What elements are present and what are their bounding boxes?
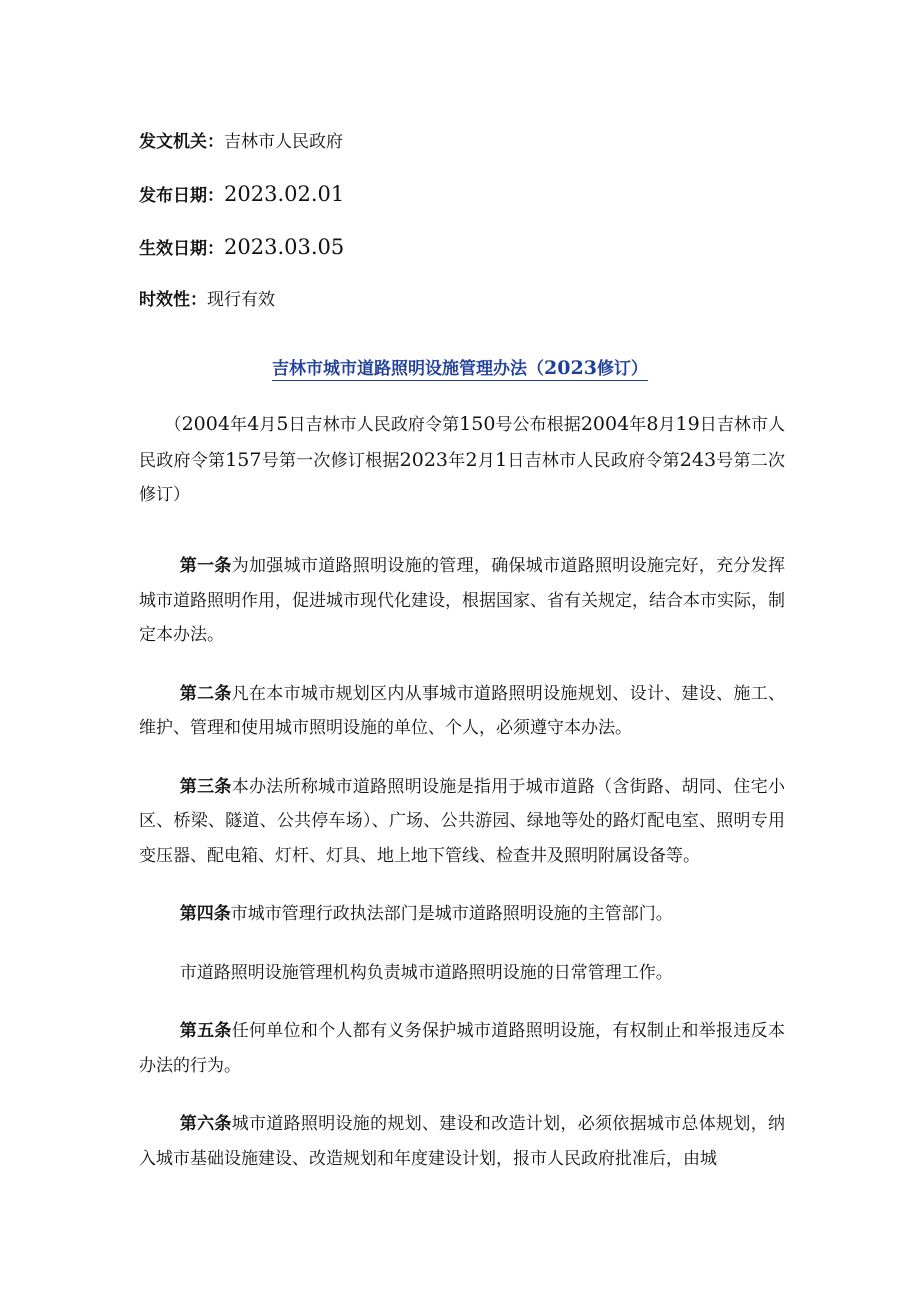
article-paragraph [139, 956, 785, 991]
validity-value: 现行有效 [207, 290, 275, 310]
article-paragraph [139, 897, 785, 932]
meta-issuer [139, 130, 343, 154]
issuer-value: 吉林市人民政府 [224, 132, 343, 152]
meta-effective-date [139, 235, 344, 261]
article-label: 第五条 [179, 1021, 232, 1041]
effective-date-label: 生效日期： [139, 239, 224, 259]
article-label: 第六条 [179, 1114, 232, 1134]
article-text: 市道路照明设施管理机构负责城市道路照明设施的日常管理工作。 [179, 962, 673, 983]
article-paragraph [139, 549, 785, 653]
effective-date-value: 2023.03.05 [224, 235, 345, 259]
article-paragraph [139, 770, 785, 874]
article-text: 本办法所称城市道路照明设施是指用于城市道路（含街路、胡同、住宅小区、桥梁、隧道、公共停车场）、广场、公共游园、绿地等处的路灯配电室、照明专用变压器、配电箱、灯杆、灯具、地上地下管线、检查井及照明附属设备等。 [139, 776, 786, 866]
article-paragraph [139, 1014, 785, 1083]
article-label: 第四条 [179, 904, 231, 924]
article-label: 第三条 [179, 776, 232, 797]
article-paragraph [139, 677, 785, 746]
article-text: 任何单位和个人都有义务保护城市道路照明设施，有权制止和举报违反本办法的行为。 [139, 1021, 786, 1076]
article-text: 凡在本市城市规划区内从事城市道路照明设施规划、设计、建设、施工、维护、管理和使用城市照明设施的单位、个人，必须遵守本办法。 [139, 683, 786, 738]
document-title[interactable] [0, 356, 920, 381]
revision-history [139, 407, 785, 513]
article-text: 城市道路照明设施的规划、建设和改造计划，必须依据城市总体规划，纳入城市基础设施建设、改造规划和年度建设计划，报市人民政府批准后，由城 [139, 1114, 786, 1169]
validity-label: 时效性： [139, 290, 207, 310]
revision-history-text: （2004年4月5日吉林市人民政府令第150号公布根据2004年8月19日吉林市人民政府令第157号第一次修订根据2023年2月1日吉林市人民政府令第243号第二次修订） [139, 413, 786, 505]
publish-date-label: 发布日期： [139, 186, 224, 206]
article-text: 市城市管理行政执法部门是城市道路照明设施的主管部门。 [230, 904, 673, 924]
articles-list [139, 549, 785, 1200]
article-label: 第二条 [179, 683, 232, 704]
publish-date-value: 2023.02.01 [224, 182, 345, 206]
article-paragraph [139, 1107, 785, 1176]
issuer-label: 发文机关： [139, 132, 224, 152]
document-title-link[interactable]: 吉林市城市道路照明设施管理办法（2023修订） [272, 357, 648, 379]
article-label: 第一条 [179, 556, 232, 576]
meta-publish-date [139, 182, 344, 208]
meta-validity [139, 288, 275, 312]
article-text: 为加强城市道路照明设施的管理，确保城市道路照明设施完好，充分发挥城市道路照明作用，促进城市现代化建设，根据国家、省有关规定，结合本市实际，制定本办法。 [139, 556, 786, 645]
